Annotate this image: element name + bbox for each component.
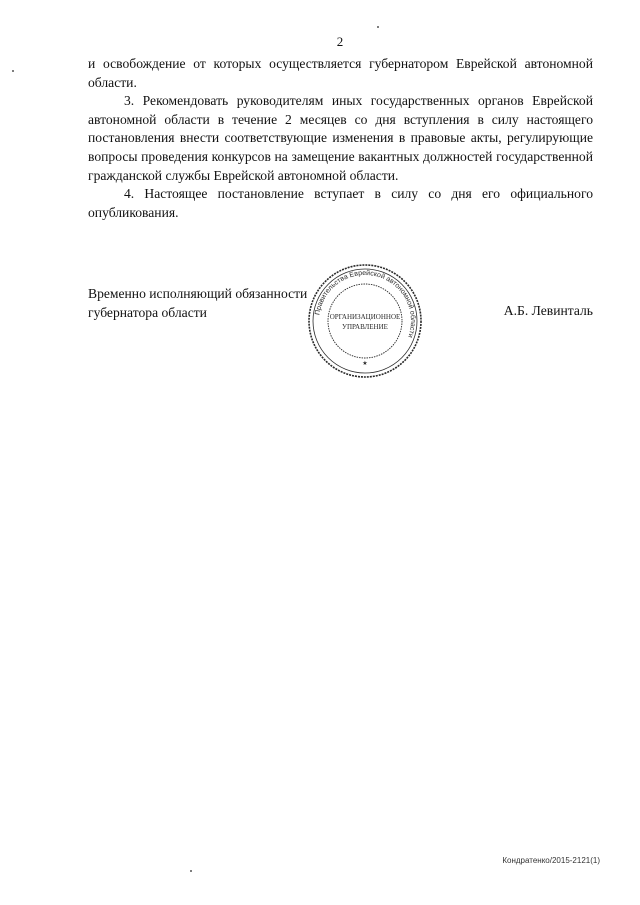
stamp-center-line1: ОРГАНИЗАЦИОННОЕ	[329, 313, 401, 321]
scan-speck	[12, 70, 14, 72]
scan-speck	[190, 870, 192, 872]
paragraph-item-4: 4. Настоящее постановление вступает в силу со дня его официального опубликования.	[88, 186, 593, 220]
document-footer-code: Кондратенко/2015-2121(1)	[502, 856, 600, 865]
scan-speck	[377, 26, 379, 28]
page-number: 2	[336, 34, 344, 49]
paragraph-continuation: и освобождение от которых осуществляется губернатором Еврейской автономной области.	[88, 56, 593, 90]
signatory-position-line1: Временно исполняющий обязанности	[88, 286, 308, 301]
stamp-star-icon: ★	[362, 361, 368, 367]
signatory-position-line2: губернатора области	[88, 304, 207, 320]
paragraph-item-3: 3. Рекомендовать руководителям иных государственных органов Еврейской автономной области в течение 2 месяцев со дня вступления в силу настоящего постановления внести соответствующие изменения в правовые акты, регулирующие вопросы проведения конкурсов на замещение вакантных должностей государственной гражданской службы Еврейской автономной области.	[88, 93, 593, 183]
stamp-ring-text: Правительства Еврейской автономной области	[314, 269, 417, 339]
official-seal-stamp	[306, 262, 424, 380]
document-body	[88, 55, 593, 222]
signatory-position	[88, 285, 307, 322]
signatory-name: А.Б. Левинталь	[503, 303, 593, 318]
stamp-center-line2: УПРАВЛЕНИЕ	[342, 323, 388, 331]
